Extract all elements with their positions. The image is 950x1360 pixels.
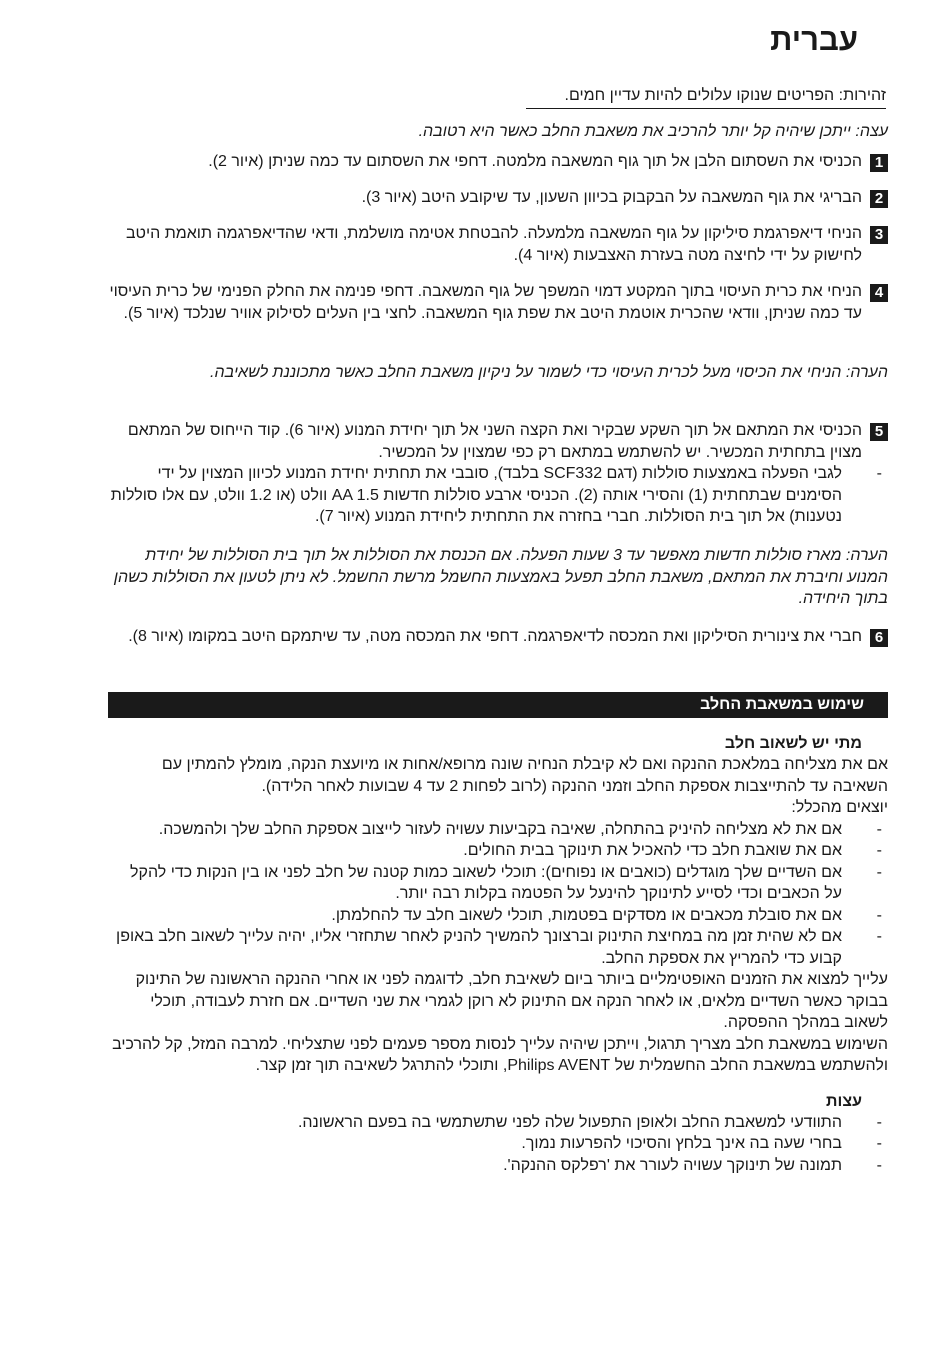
step-5 (108, 420, 888, 528)
intro-paragraph: אם את מצליחה במלאכת ההנקה ואם לא קיבלת הנחיה שונה מרופא/אחות או מיועצת הנקה, מומלץ להמתין עם השאיבה עד להתייצבות אספקת החלב וזמני ההנקה (לרוב לפחות 2 עד 4 שבועות לאחר הלידה). (161, 756, 888, 795)
step-text: הכניסי את המתאם אל תוך השקע שבקיר ואת הקצה השני אל תוך יחידת המנוע (איור 6). קוד הייחוס של המתאם מצוין בתחתית המכשיר. יש להשתמש במתאם רק כפי שמצוין על המכשיר. (127, 422, 862, 461)
practice-paragraph: השימוש במשאבת חלב מצריך תרגול, וייתכן שיהיה עלייך לנסות מספר פעמים לפני שתצליחי. למרבה המזל, קל להרכיב ולהשתמש במשאבת החלב החשמלית של Philips AVENT, ותוכלי להתרגל לשאיבה תוך זמן קצר. (112, 1035, 888, 1074)
section-header-bar (108, 692, 888, 718)
battery-note-text: הערה: מארז סוללות חדשות מאפשר עד 3 שעות הפעלה. אם הכנסת את הסוללות אל תוך בית הסוללות של יחידת המנוע וחיברת את המתאם, משאבת החלב תפעל באמצעות החשמל מרשת החשמל. לא ניתן לטעון את הסוללות כשהן בתוך היחידה. (113, 547, 888, 607)
tips-list (108, 1112, 888, 1177)
tips-heading: עצות (826, 1092, 862, 1110)
warning-text: זהירות: הפריטים שנוקו עלולים להיות עדיין חמים. (526, 86, 886, 109)
list-item: - בחרי שעה בה אינך בלחץ והסיכוי להפרעות נמוך. (521, 1135, 882, 1152)
step-text: הניחי דיאפרגמת סיליקון על גוף המשאבה מלמעלה. להבטחת אטימה מושלמת, ודאי שהדיאפרגמה תואמת היטב לחישוק על ידי לחיצה מטה בעזרת האצבעות (איור 4). (125, 225, 862, 264)
list-item: - התוודעי למשאבת החלב ולאופן התפעול שלה לפני שתשתמשי בה בפעם הראשונה. (297, 1113, 882, 1131)
step-2 (108, 187, 888, 209)
step-text: הבריגי את גוף המשאבה על הבקבוק בכיוון השעון, עד שיקובע היטב (איור 3). (361, 189, 862, 206)
step-number: 5 (870, 423, 888, 441)
step-number: 1 (870, 154, 888, 172)
list-item: - אם את שואבת חלב כדי להאכיל את תינוקך בבית החולים. (463, 842, 882, 859)
page-title: עברית (770, 22, 858, 57)
list-item: - אם השדיים שלך מוגדלים (כואבים או נפוחים): תוכלי לשאוב כמות קטנה של חלב לפני או בין הנקות כדי להקל על הכאבים וכדי לסייע לתינוקך להינעל על הפטמה בקלות רבה יותר. (130, 863, 882, 902)
when-heading: מתי יש לשאוב חלב (724, 735, 862, 752)
step-number: 4 (870, 284, 888, 302)
usage-section (108, 733, 888, 1176)
battery-bullet-list (108, 463, 888, 528)
step-text: חברי את צינורית הסיליקון ואת המכסה לדיאפרגמה. דחפי את המכסה מטה, עד שיתמקם היטב במקומו (איור 8). (128, 628, 862, 645)
step-text: הניחי את כרית העיסוי בתוך המקטע דמוי המשפך של גוף המשאבה. דחפי פנימה את החלק הפנימי של כרית העיסוי עד כמה שניתן, וודאי שהכרית אוטמת היטב את שפת גוף המשאבה. לחצי בין העלים לסילוק אוויר שנלכד (איור 5). (109, 283, 862, 322)
note-text: הערה: הניחי את הכיסוי מעל לכרית העיסוי כדי לשמור על ניקיון משאבת החלב כאשר מתכוננת לשאיבה. (210, 364, 888, 381)
step-1 (108, 151, 888, 173)
list-item: - אם את לא מצליחה להיניק בהתחלה, שאיבה בקביעות עשויה לעזור לייצוב אספקת החלב שלך ולהמשכה. (158, 820, 882, 838)
step-number: 6 (870, 629, 888, 647)
list-item: - לגבי הפעלה באמצעות סוללות (דגם SCF332 בלבד), סובבי את תחתית יחידת המנוע לכיוון המצוין על ידי הסימנים שבתחתית (1) והסירי אותה (2). הכניסי ארבע סוללות חדשות AA 1.5 וולט (או 1.2 וולט, עם אלו סוללות נטענות) אל תוך בית הסוללות. חברי בחזרה את התחתית ליחידת המנוע (איור 7). (110, 465, 882, 525)
list-item: - תמונה של תינוקך עשויה לעורר את 'רפלקס ההנקה'. (503, 1156, 882, 1174)
timing-paragraph: עלייך למצוא את הזמנים האופטימליים ביותר ביום לשאיבת חלב, לדוגמה לפני או אחרי ההנקה הראשונה של התינוק בבוקר כאשר השדיים מלאים, או לאחר הנקה אם התינוק לא רוקן לגמרי את שני השדיים. אם חזרת לעבודה, תוכלי לשאוב במהלך ההפסקה. (135, 971, 888, 1031)
list-item: - אם לא שהית זמן מה במחיצת התינוק וברצונך להמשיך להניק לאחר שתחזרי אליו, יהיה עלייך לשאוב חלב באופן קבוע כדי להמריץ את אספקת החלב. (116, 928, 882, 967)
step-number: 2 (870, 190, 888, 208)
step-4 (108, 281, 888, 324)
step-text: הכניסי את השסתום הלבן אל תוך גוף המשאבה מלמטה. דחפי את השסתום עד כמה שניתן (איור 2). (208, 153, 862, 170)
section-title: שימוש במשאבת החלב (700, 696, 864, 713)
tip-text: עצה: ייתכן שיהיה קל יותר להרכיב את משאבת החלב כאשר היא רטובה. (418, 123, 888, 140)
step-3 (108, 223, 888, 266)
step-number: 3 (870, 226, 888, 244)
exceptions-list (108, 819, 888, 970)
list-item: - אם את סובלת מכאבים או מסדקים בפטמות, תוכלי לשאוב חלב עד להחלמתן. (331, 906, 882, 924)
exceptions-label: יוצאים מהכלל: (791, 799, 888, 816)
step-6 (108, 626, 888, 648)
